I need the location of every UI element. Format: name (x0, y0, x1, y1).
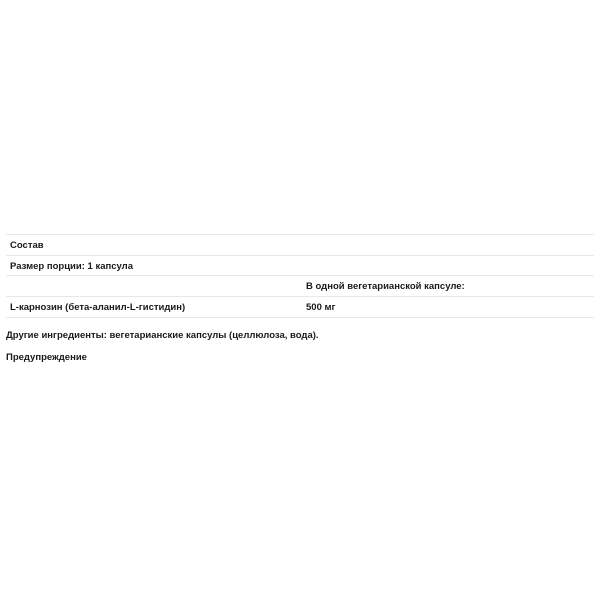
ingredient-name: L-карнозин (бета-аланил-L-гистидин) (10, 302, 186, 313)
ingredient-amount: 500 мг (306, 302, 336, 313)
facts-title: Состав (10, 240, 44, 251)
ingredient-row (6, 296, 594, 318)
per-serving-header-row (6, 275, 594, 296)
per-serving-header: В одной вегетарианской капсуле: (306, 281, 465, 292)
facts-title-row (6, 234, 594, 255)
warning-heading: Предупреждение (6, 352, 87, 363)
serving-size: Размер порции: 1 капсула (10, 261, 133, 272)
supplement-facts-table (6, 234, 594, 318)
serving-size-row (6, 255, 594, 275)
other-ingredients-text: Другие ингредиенты: вегетарианские капсулы (целлюлоза, вода). (6, 330, 319, 341)
